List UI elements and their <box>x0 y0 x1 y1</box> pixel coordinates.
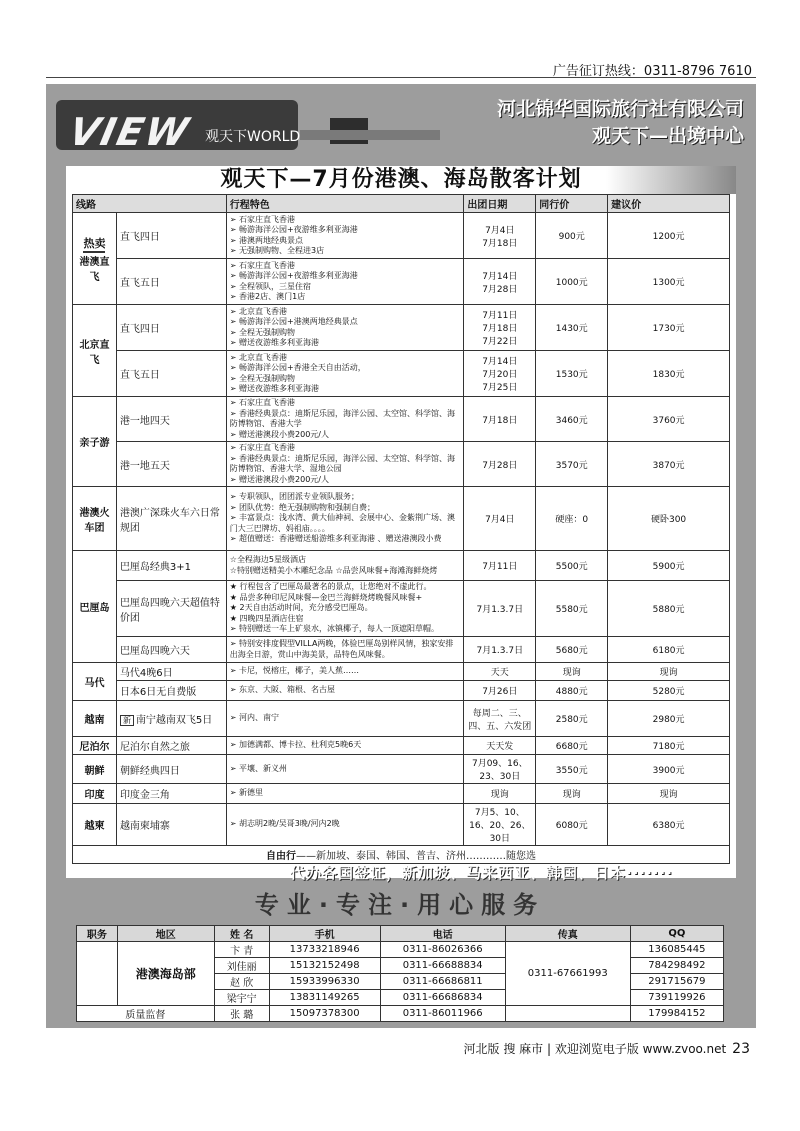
features <box>226 663 464 681</box>
qc-qq: 179984152 <box>630 1006 723 1022</box>
suggest-price: 6180元 <box>608 637 730 663</box>
dates: 每周二、三、四、五、六发团 <box>464 701 536 737</box>
features <box>226 737 464 755</box>
person-mobile: 15132152498 <box>269 958 380 974</box>
suggest-price: 5280元 <box>608 681 730 701</box>
deco-bar <box>300 130 440 140</box>
free-travel-row <box>73 846 730 864</box>
feature-line: ➢ 石家庄直飞香港 <box>229 443 296 452</box>
group-nepal: 尼泊尔 <box>73 737 117 755</box>
table-row <box>73 551 730 581</box>
feature-line: ★ 行程包含了巴厘岛最著名的景点，让您绝对不虚此行。 <box>229 582 432 592</box>
dates: 7月14日 7月28日 <box>464 259 536 305</box>
feature-line: ➢ 特别赠送一车上矿泉水，冰镇椰子，每人一顶遮阳草帽。 <box>229 624 440 634</box>
col-mobile: 手机 <box>269 926 380 942</box>
feature-line: ➢ 河内、南宁 <box>229 713 280 723</box>
feature-line: ➢ 卡尼，悦榕庄，椰子，美人蕉…… <box>229 666 360 676</box>
route-name: 直飞五日 <box>116 259 226 305</box>
feature-line: ➢ 赠送港澳段小费200元/人 <box>229 474 329 484</box>
suggest-price: 1200元 <box>608 213 730 259</box>
col-suggest-price: 建议价 <box>608 195 730 213</box>
table-row <box>73 755 730 784</box>
features <box>226 259 464 305</box>
suggest-price: 1300元 <box>608 259 730 305</box>
feature-line: ➢ 丰富景点：浅水湾、黄大仙神祠、会展中心、金紫荆广场、澳门大三巴牌坊、妈祖庙。。。。 <box>229 513 456 533</box>
suggest-price: 3870元 <box>608 442 730 487</box>
table-row <box>73 581 730 637</box>
group-maldives: 马代 <box>73 663 117 701</box>
logo-subtitle: 观天下WORLD <box>205 129 301 145</box>
group-bali: 巴厘岛 <box>73 551 117 663</box>
feature-line: ➢ 东京、大阪、箱根、名古屋 <box>229 685 336 695</box>
free-text: ——新加坡、泰国、韩国、普吉、济州…………随您选 <box>296 851 536 862</box>
table-row <box>73 305 730 351</box>
feature-line: ➢ 平壤、新义州 <box>229 763 288 773</box>
page-number: 23 <box>732 1041 750 1057</box>
feature-line: ➢ 港澳两地经典景点 <box>229 235 304 245</box>
suggest-price: 现询 <box>608 784 730 804</box>
route-name: 越南柬埔寨 <box>116 804 226 846</box>
feature-line: ➢ 北京直飞香港 <box>229 352 288 362</box>
route-name: 港一地四天 <box>116 397 226 442</box>
features <box>226 397 464 442</box>
group-train: 港澳火车团 <box>73 487 117 551</box>
qc-mobile: 15097378300 <box>269 1006 380 1022</box>
suggest-price: 1730元 <box>608 305 730 351</box>
features <box>226 442 464 487</box>
peer-price: 5500元 <box>536 551 608 581</box>
person-name: 赵 欣 <box>214 974 269 990</box>
table-row <box>73 213 730 259</box>
col-fax: 传真 <box>505 926 630 942</box>
dates: 7月1.3.7日 <box>464 637 536 663</box>
company-name <box>497 96 744 150</box>
route-name: 巴厘岛四晚六天 <box>116 637 226 663</box>
feature-line: ➢ 畅游海洋公园+夜游维多利亚海港 <box>229 225 358 234</box>
peer-price: 5580元 <box>536 581 608 637</box>
features <box>226 351 464 397</box>
route-name: 日本6日无自费版 <box>116 681 226 701</box>
col-route: 线路 <box>73 195 227 213</box>
peer-price: 硬座：0 <box>536 487 608 551</box>
person-name: 卞 青 <box>214 942 269 958</box>
route-name: 直飞四日 <box>116 305 226 351</box>
feature-line: ➢ 香港经典景点：迪斯尼乐园，海洋公园、太空馆、科学馆、海防博物馆、香港大学 <box>229 408 456 428</box>
peer-price: 2580元 <box>536 701 608 737</box>
feature-line: ➢ 赠送港澳段小费200元/人 <box>229 429 329 439</box>
suggest-price: 硬卧300 <box>608 487 730 551</box>
route-name: 朝鲜经典四日 <box>116 755 226 784</box>
table-row <box>73 804 730 846</box>
feature-line: ➢ 香港2店、澳门1店 <box>229 292 306 301</box>
qc-tel: 0311-86011966 <box>380 1006 505 1022</box>
feature-line: ☆全程海边5星级酒店 <box>229 555 307 564</box>
feature-line: ➢ 全程无强制购物 <box>229 327 296 337</box>
feature-line: ➢ 畅游海洋公园+香港全天自由活动， <box>229 363 366 372</box>
dates: 7月1.3.7日 <box>464 581 536 637</box>
tour-table <box>72 194 730 864</box>
peer-price: 6080元 <box>536 804 608 846</box>
qc-name: 张 璐 <box>214 1006 269 1022</box>
peer-price: 3570元 <box>536 442 608 487</box>
feature-line: ☆特别赠送精美小木雕纪念品 ☆品尝风味餐+海滩海鲜烧烤 <box>229 565 438 575</box>
plan-title: 观天下—7月份港澳、海岛散客计划 <box>220 167 582 192</box>
qc-role: 质量监督 <box>77 1006 215 1022</box>
company-center: 观天下—出境中心 <box>591 125 744 147</box>
features <box>226 637 464 663</box>
feature-line: ★ 四晚四星酒店住宿 <box>229 613 304 623</box>
dates: 7月4日 7月18日 <box>464 213 536 259</box>
route-name: 港澳广深珠火车六日常规团 <box>116 487 226 551</box>
feature-line: ➢ 全程领队，三星住宿 <box>229 281 312 291</box>
group-vietnam: 越南 <box>73 701 117 737</box>
route-name: 直飞五日 <box>116 351 226 397</box>
features <box>226 701 464 737</box>
person-name: 梁宇宁 <box>214 990 269 1006</box>
dates: 天天 <box>464 663 536 681</box>
dates: 7月11日 7月18日 7月22日 <box>464 305 536 351</box>
route-name: 港一地五天 <box>116 442 226 487</box>
peer-price: 4880元 <box>536 681 608 701</box>
suggest-price: 2980元 <box>608 701 730 737</box>
person-tel: 0311-66688834 <box>380 958 505 974</box>
free-label: 自由行 <box>266 851 296 862</box>
suggest-price: 5900元 <box>608 551 730 581</box>
feature-line: ➢ 专职领队，团团派专业领队服务； <box>229 492 360 502</box>
group-cambodia: 越柬 <box>73 804 117 846</box>
table-header <box>73 195 730 213</box>
table-row <box>73 637 730 663</box>
feature-line: ➢ 畅游海洋公园+夜游维多利亚海港 <box>229 271 358 280</box>
route-name: 巴厘岛四晚六天超值特价团 <box>116 581 226 637</box>
tour-plan <box>66 166 736 878</box>
person-name: 刘佳丽 <box>214 958 269 974</box>
table-row <box>73 681 730 701</box>
person-tel: 0311-66686834 <box>380 990 505 1006</box>
route-name: 马代4晚6日 <box>116 663 226 681</box>
route-name: 新 南宁越南双飞5日 <box>116 701 226 737</box>
person-tel: 0311-66686811 <box>380 974 505 990</box>
peer-price: 3550元 <box>536 755 608 784</box>
feature-line: ➢ 特别安排度假型VILLA两晚，体验巴厘岛别样风情，独家安排出海全日游，赏山中海美景，品特色风味餐。 <box>229 639 454 659</box>
col-peer-price: 同行价 <box>536 195 608 213</box>
contact-header <box>77 926 724 942</box>
qc-fax <box>505 1006 630 1022</box>
features <box>226 213 464 259</box>
company-title: 河北锦华国际旅行社有限公司 <box>496 98 744 120</box>
dates: 7月4日 <box>464 487 536 551</box>
col-name: 姓 名 <box>214 926 269 942</box>
feature-line: ➢ 新德里 <box>229 788 264 798</box>
contact-row <box>77 942 724 958</box>
group-korea: 朝鲜 <box>73 755 117 784</box>
feature-line: ➢ 石家庄直飞香港 <box>229 398 296 407</box>
peer-price: 现询 <box>536 663 608 681</box>
feature-line: ➢ 超值赠送：香港赠送船游维多利亚海港 、赠送港澳段小费 <box>229 534 442 544</box>
features <box>226 581 464 637</box>
table-row <box>73 784 730 804</box>
features <box>226 784 464 804</box>
route-name: 直飞四日 <box>116 213 226 259</box>
feature-line: ➢ 香港经典景点：迪斯尼乐园，海洋公园、太空馆、科学馆、海防博物馆、香港大学、湿地公园 <box>229 453 456 473</box>
feature-line: ➢ 畅游海洋公园+港澳两地经典景点 <box>229 317 358 326</box>
group-beijing: 北京直飞 <box>73 305 117 397</box>
visa-promo: 代办各国签证，新加坡、马来西亚、韩国、日本······· <box>290 864 673 882</box>
col-tel: 电话 <box>380 926 505 942</box>
feature-line: ★ 品尝多种印尼风味餐—金巴兰海鲜烧烤晚餐风味餐+ <box>229 592 423 602</box>
peer-price: 5680元 <box>536 637 608 663</box>
role-cell <box>77 942 118 1006</box>
peer-price: 900元 <box>536 213 608 259</box>
peer-price: 3460元 <box>536 397 608 442</box>
features <box>226 804 464 846</box>
table-row <box>73 663 730 681</box>
person-mobile: 15933996330 <box>269 974 380 990</box>
feature-line: ➢ 团队优势：绝无强制购物和强制自费； <box>229 502 376 512</box>
feature-line: ➢ 石家庄直飞香港 <box>229 260 296 270</box>
dates: 7月28日 <box>464 442 536 487</box>
person-tel: 0311-86026366 <box>380 942 505 958</box>
peer-price: 1430元 <box>536 305 608 351</box>
top-rule <box>46 77 756 78</box>
table-row <box>73 487 730 551</box>
fax-cell: 0311-67661993 <box>505 942 630 1006</box>
feature-line: ➢ 北京直飞香港 <box>229 306 288 316</box>
table-row <box>73 737 730 755</box>
free-travel <box>73 846 730 864</box>
dates: 7月5、10、16、20、26、30日 <box>464 804 536 846</box>
dates: 现询 <box>464 784 536 804</box>
col-role: 职务 <box>77 926 118 942</box>
features <box>226 305 464 351</box>
new-tag: 新 <box>120 715 134 726</box>
view-logo: VIEW <box>65 110 195 154</box>
suggest-price: 6380元 <box>608 804 730 846</box>
feature-line: ➢ 赠送夜游维多利亚海港 <box>229 384 320 393</box>
footer-text: 河北版 搜 麻市 | 欢迎浏览电子版 www.zvoo.net <box>463 1042 727 1056</box>
feature-line: ➢ 石家庄直飞香港 <box>229 214 296 224</box>
suggest-price: 现询 <box>608 663 730 681</box>
footer <box>464 1040 750 1057</box>
route-name: 尼泊尔自然之旅 <box>116 737 226 755</box>
person-qq: 739119926 <box>630 990 723 1006</box>
peer-price: 1000元 <box>536 259 608 305</box>
suggest-price: 3900元 <box>608 755 730 784</box>
feature-line: ➢ 赠送夜游维多利亚海港 <box>229 338 320 347</box>
table-row <box>73 397 730 442</box>
peer-price: 1530元 <box>536 351 608 397</box>
feature-line: ➢ 加德满都、博卡拉、杜利克5晚6天 <box>229 740 362 750</box>
suggest-price: 3760元 <box>608 397 730 442</box>
dates: 7月09、16、23、30日 <box>464 755 536 784</box>
table-row <box>73 351 730 397</box>
suggest-price: 1830元 <box>608 351 730 397</box>
dates: 天天发 <box>464 737 536 755</box>
table-row <box>73 259 730 305</box>
table-row <box>73 701 730 737</box>
dates: 7月18日 <box>464 397 536 442</box>
suggest-price: 7180元 <box>608 737 730 755</box>
contact-table <box>76 925 724 1022</box>
dates: 7月26日 <box>464 681 536 701</box>
features <box>226 551 464 581</box>
hot-badge: 热卖 <box>83 235 105 253</box>
feature-line: ➢ 无强制购物、全程进3店 <box>229 246 325 255</box>
peer-price: 6680元 <box>536 737 608 755</box>
features <box>226 681 464 701</box>
ad-hotline: 广告征订热线：0311-8796 7610 <box>552 64 752 79</box>
region-cell: 港澳海岛部 <box>117 942 214 1006</box>
peer-price: 现询 <box>536 784 608 804</box>
slogan: 专业·专注·用心服务 <box>254 891 546 919</box>
contact-row <box>77 1006 724 1022</box>
features <box>226 755 464 784</box>
feature-line: ➢ 胡志明2晚/吴哥3晚/河内2晚 <box>229 819 340 829</box>
col-qq: QQ <box>630 926 723 942</box>
features <box>226 487 464 551</box>
col-region: 地区 <box>117 926 214 942</box>
group-india: 印度 <box>73 784 117 804</box>
feature-line: ★ 2天自由活动时间，充分感受巴厘岛。 <box>229 603 373 613</box>
col-dates: 出团日期 <box>464 195 536 213</box>
table-row <box>73 442 730 487</box>
route-name: 巴厘岛经典3+1 <box>116 551 226 581</box>
feature-line: ➢ 全程无强制购物 <box>229 373 296 383</box>
dates: 7月11日 <box>464 551 536 581</box>
suggest-price: 5880元 <box>608 581 730 637</box>
person-qq: 136085445 <box>630 942 723 958</box>
person-mobile: 13733218946 <box>269 942 380 958</box>
col-features: 行程特色 <box>226 195 464 213</box>
route-name: 印度金三角 <box>116 784 226 804</box>
person-mobile: 13831149265 <box>269 990 380 1006</box>
person-qq: 291715679 <box>630 974 723 990</box>
group-gangao: 热卖 港澳直飞 <box>73 213 117 305</box>
dates: 7月14日 7月20日 7月25日 <box>464 351 536 397</box>
person-qq: 784298492 <box>630 958 723 974</box>
group-family: 亲子游 <box>73 397 117 487</box>
